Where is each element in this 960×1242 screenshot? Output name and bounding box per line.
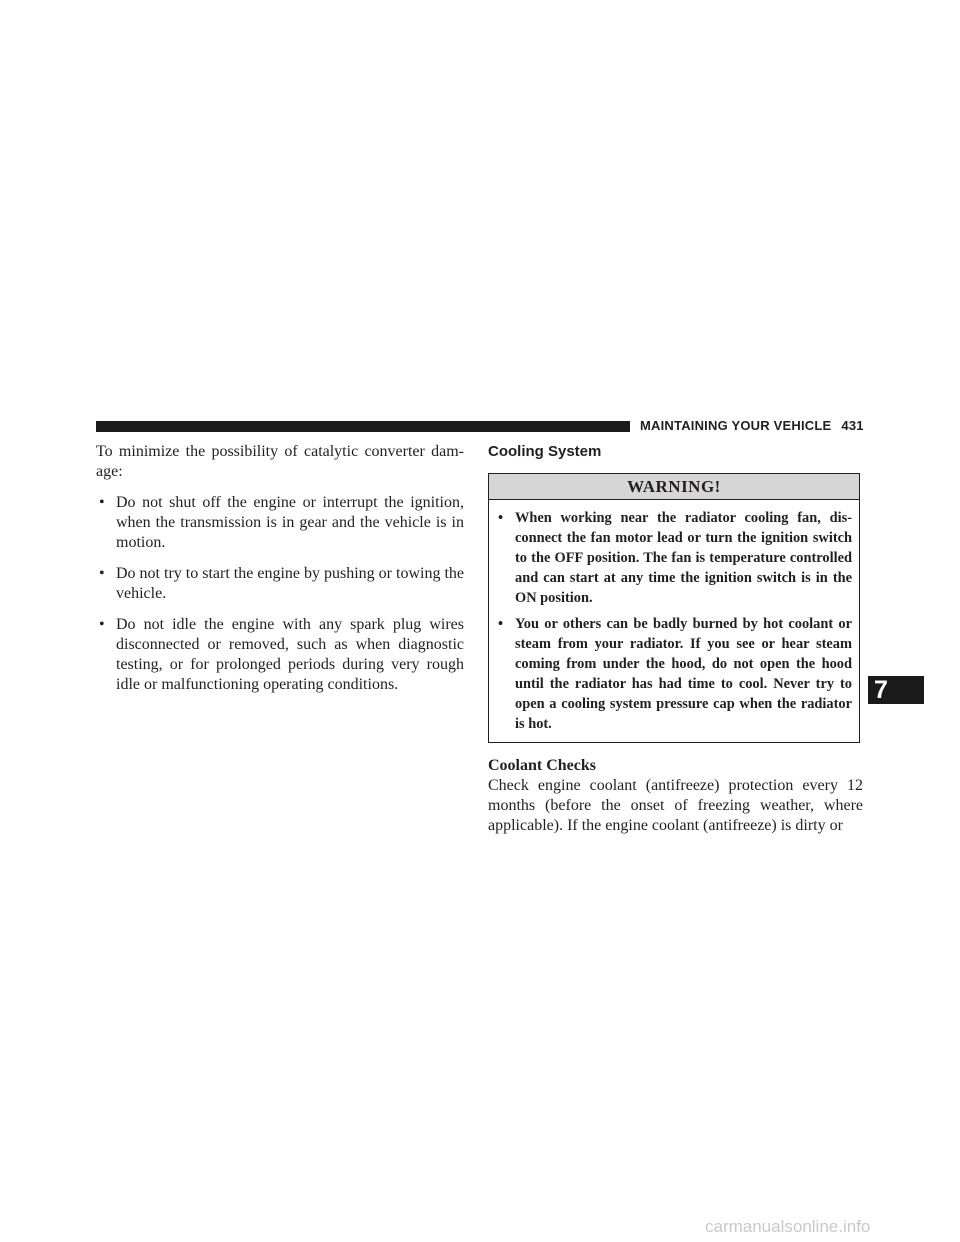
list-item: • You or others can be badly burned by hot coolant or steam from your radiator. If you see or hear steam coming from under the hood, do not open the hood until the radiator has had time to cool. Never try to open a cooling system pressure cap when the radiator is hot. — [498, 616, 852, 732]
intro-paragraph: To minimize the possibility of catalytic converter dam-age: — [96, 443, 464, 480]
right-column — [488, 442, 863, 836]
list-item: • Do not shut off the engine or interrupt the ignition, when the transmission is in gear and the vehicle is in motion. — [99, 494, 464, 551]
body-paragraph: Check engine coolant (antifreeze) protection every 12 months (before the onset of freezing weather, where applicable). If the engine coolant (antifreeze) is dirty or — [488, 777, 863, 834]
list-item: • Do not idle the engine with any spark plug wires disconnected or removed, such as when diagnostic testing, or for prolonged periods during very rough idle or malfunctioning operating conditions. — [99, 616, 464, 693]
list-item: • Do not try to start the engine by pushing or towing the vehicle. — [99, 565, 464, 602]
subsection-title: Coolant Checks — [488, 757, 597, 774]
header-title: MAINTAINING YOUR VEHICLE — [640, 418, 832, 433]
left-column — [96, 442, 464, 706]
warning-title: WARNING! — [489, 474, 859, 500]
header-rule — [96, 421, 630, 432]
section-title: Cooling System — [488, 443, 602, 460]
bullet-icon: • — [99, 565, 105, 582]
list-item: • When working near the radiator cooling fan, dis-connect the fan motor lead or turn the ignition switch to the OFF position. The fan is temperature controlled and can start at any time the ignition switch is in the ON position. — [498, 510, 852, 606]
page-number: 431 — [841, 418, 864, 433]
warning-list — [489, 500, 859, 742]
bullet-icon: • — [498, 616, 504, 632]
running-header — [640, 418, 864, 433]
bullet-icon: • — [99, 616, 105, 633]
warning-box — [488, 473, 860, 743]
bullet-icon: • — [498, 510, 504, 526]
watermark: carmanualsonline.info — [705, 1217, 871, 1236]
bullet-list — [96, 493, 464, 695]
bullet-icon: • — [99, 494, 105, 511]
chapter-tab: 7 — [868, 676, 924, 704]
